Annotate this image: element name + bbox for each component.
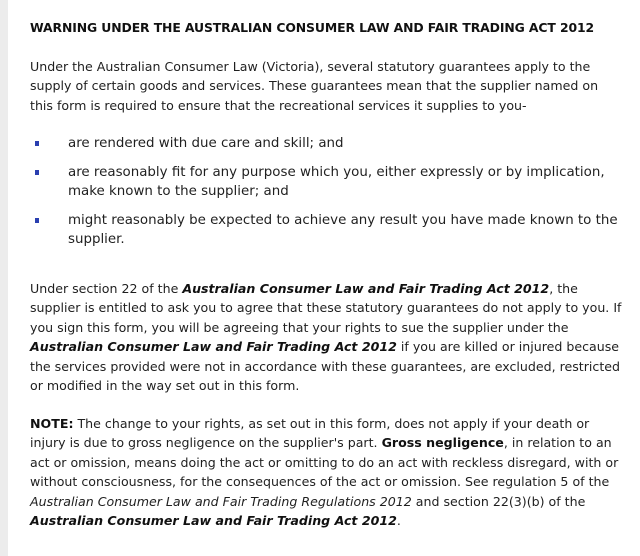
act-title: Australian Consumer Law and Fair Trading Act 2012 bbox=[30, 513, 397, 529]
note-paragraph bbox=[30, 414, 624, 530]
guarantees-list bbox=[30, 134, 624, 250]
note-text-2: , in relation to an act or omission, means doing the act or omitting to do an act with reckless disregard, with or without consciousness, for the consequences of the act or omission. See regulation 5 of the bbox=[30, 435, 619, 490]
guarantee-text: are rendered with due care and skill; and bbox=[68, 136, 344, 151]
guarantee-text: are reasonably fit for any purpose which you, either expressly or by implication, make known to the supplier; and bbox=[68, 164, 605, 200]
regulations-title: Australian Consumer Law and Fair Trading Regulations 2012 bbox=[30, 493, 412, 509]
section-22-paragraph bbox=[30, 279, 624, 395]
section22-text-2: , the supplier is entitled to ask you to agree that these statutory guarantees do not apply to you. If you sign this form, you will be agreeing that your rights to sue the supplier under the bbox=[30, 281, 622, 335]
gross-negligence-term: Gross negligence bbox=[381, 435, 504, 451]
list-item bbox=[30, 134, 624, 154]
act-title: Australian Consumer Law and Fair Trading Act 2012 bbox=[30, 339, 397, 355]
square-bullet-icon bbox=[35, 218, 39, 223]
section22-text-1: Under section 22 of the bbox=[30, 281, 183, 296]
note-text-1: The change to your rights, as set out in this form, does not apply if your death or injury is due to gross negligence on the supplier's part. bbox=[30, 416, 590, 451]
list-item bbox=[30, 163, 624, 202]
note-text-3: and section 22(3)(b) of the bbox=[411, 493, 586, 509]
note-label: NOTE: bbox=[30, 416, 74, 431]
list-item bbox=[30, 211, 624, 250]
act-title: Australian Consumer Law and Fair Trading Act 2012 bbox=[182, 281, 550, 296]
note-text-4: . bbox=[396, 513, 401, 529]
guarantee-text: might reasonably be expected to achieve any result you have made known to the supplier. bbox=[68, 212, 618, 248]
intro-paragraph: Under the Australian Consumer Law (Victoria), several statutory guarantees apply to the supply of certain goods and services. These guarantees mean that the supplier named on this form is required to ensure that the recreational services it supplies to you- bbox=[30, 59, 599, 113]
square-bullet-icon bbox=[35, 141, 39, 146]
square-bullet-icon bbox=[35, 170, 39, 175]
warning-heading: WARNING UNDER THE AUSTRALIAN CONSUMER LAW AND FAIR TRADING ACT 2012 bbox=[30, 20, 595, 35]
left-margin-rule bbox=[0, 0, 8, 556]
section22-text-3: if you are killed or injured because the services provided were not in accordance with these guarantees, are excluded, restricted or modified in the way set out in this form. bbox=[30, 339, 621, 394]
